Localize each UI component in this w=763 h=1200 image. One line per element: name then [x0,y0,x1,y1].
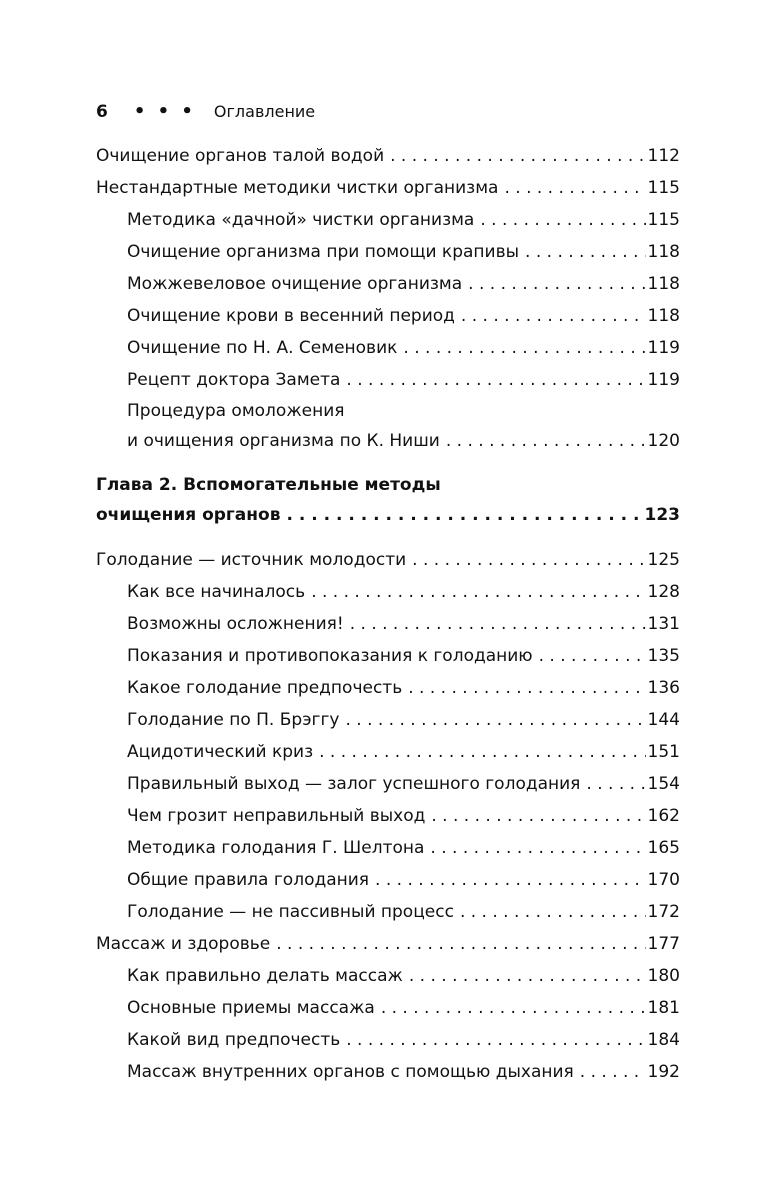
running-head [96,100,696,124]
toc-entry-page: 136 [647,678,680,698]
toc-subentry[interactable] [96,268,680,300]
toc-entry-title: Массаж внутренних органов с помощью дыхания [127,1062,574,1082]
dot-leader [403,332,645,364]
toc-entry[interactable] [96,928,680,960]
toc-subentry[interactable] [96,1024,680,1056]
toc-entry-page: 119 [647,370,680,390]
toc-subentry[interactable] [96,960,680,992]
toc-entry-page: 170 [647,870,680,890]
dot-leader [311,576,645,608]
toc-entry-page: 180 [647,966,680,986]
toc-entry-title: Как все начиналось [127,582,306,602]
dot-leader [345,704,645,736]
dot-leader [409,960,646,992]
dot-leader [586,768,645,800]
dot-leader [580,1056,646,1088]
page-number: 6 [96,102,108,122]
toc-subentry[interactable] [96,992,680,1024]
chapter-title-line2: очищения органов [96,505,281,525]
toc-entry-title: Нестандартные методики чистки организма [96,178,499,198]
toc-entry-title: Чем грозит неправильный выход [127,806,426,826]
toc-subentry[interactable] [96,704,680,736]
toc-entry-title: Голодание — источник молодости [96,550,407,570]
toc-entry-title: Возможны осложнения! [127,614,344,634]
toc-entry-title: Очищение организма при помощи крапивы [127,242,520,262]
chapter-title-line1: Глава 2. Вспомогательные методы [96,475,441,495]
toc-entry-title-line2: и очищения организма по К. Ниши [127,431,440,451]
dot-leader [431,800,645,832]
toc-subentry[interactable] [96,672,680,704]
toc-entry-title: Основные приемы массажа [127,998,375,1018]
toc-entry-page: 118 [647,306,680,326]
toc-subentry[interactable] [96,640,680,672]
dot-leader [346,364,645,396]
toc-entry-title: Голодание по П. Брэггу [127,710,340,730]
dot-leader [504,172,645,204]
dot-leader [468,268,645,300]
dot-leader [276,928,645,960]
toc-entry-title: Общие правила голодания [127,870,370,890]
toc-entry-page: 115 [647,178,680,198]
toc-subentry[interactable] [96,736,680,768]
toc-entry-page: 172 [647,902,680,922]
toc-subentry[interactable] [96,1056,680,1088]
toc-entry-page: 119 [647,338,680,358]
toc-entry-title: Голодание — не пассивный процесс [127,902,454,922]
toc-entry-page: 120 [647,431,680,451]
toc-entry-page: 128 [647,582,680,602]
dot-leader [412,544,645,576]
toc-entry-page: 151 [647,742,680,762]
toc-entry[interactable] [96,544,680,576]
toc-entry-title: Какое голодание предпочесть [127,678,403,698]
toc-entry-page: 184 [647,1030,680,1050]
toc-entry[interactable] [96,140,680,172]
toc-subentry[interactable] [96,608,680,640]
toc-entry-title: Показания и противопоказания к голоданию [127,646,533,666]
toc-subentry[interactable] [96,576,680,608]
toc-entry-title: Очищение крови в весенний период [127,306,455,326]
toc-entry-page: 144 [647,710,680,730]
toc-entry-page: 118 [647,242,680,262]
separator-dots: • • • [133,101,196,122]
toc-subentry[interactable] [96,864,680,896]
toc-entry-title: Очищение органов талой водой [96,146,385,166]
section-title: Оглавление [213,102,316,121]
toc-chapter-heading[interactable] [96,470,680,530]
dot-leader [539,640,646,672]
toc-entry-title: Можжевеловое очищение организма [127,274,463,294]
toc-entry-page: 112 [647,146,680,166]
toc-entry-page: 181 [647,998,680,1018]
dot-leader [461,300,646,332]
toc-entry-title: Правильный выход — залог успешного голодания [127,774,581,794]
dot-leader [390,140,645,172]
toc-subentry[interactable] [96,768,680,800]
dot-leader [525,236,646,268]
toc-entry-title: Какой вид предпочесть [127,1030,341,1050]
toc-entry-title: Как правильно делать массаж [127,966,403,986]
dot-leader [286,500,642,530]
toc-subentry[interactable] [96,300,680,332]
dot-leader [346,1024,645,1056]
dot-leader [430,832,645,864]
toc-entry-page: 192 [647,1062,680,1082]
toc-entry-page: 118 [647,274,680,294]
dot-leader [460,896,646,928]
dot-leader [319,736,645,768]
dot-leader [408,672,645,704]
toc-entry-page: 154 [647,774,680,794]
toc-subentry[interactable] [96,800,680,832]
toc-entry-title: Массаж и здоровье [96,934,271,954]
dot-leader [480,204,645,236]
toc-subentry[interactable] [96,832,680,864]
toc-subentry[interactable] [96,332,680,364]
dot-leader [381,992,646,1024]
dot-leader [375,864,646,896]
dot-leader [350,608,646,640]
toc-entry[interactable] [96,172,680,204]
toc-entry-page: 115 [647,210,680,230]
toc-entry-title: Рецепт доктора Замета [127,370,341,390]
toc-entry-title: Методика «дачной» чистки организма [127,210,475,230]
toc-subentry-multiline[interactable] [96,396,680,456]
toc-entry-title-line1: Процедура омоложения [127,401,345,421]
toc-entry-page: 135 [647,646,680,666]
toc-entry-page: 162 [647,806,680,826]
toc-subentry[interactable] [96,236,680,268]
toc-entry-page: 125 [647,550,680,570]
toc-subentry[interactable] [96,364,680,396]
table-of-contents [96,140,680,1088]
toc-entry-title: Методика голодания Г. Шелтона [127,838,425,858]
toc-entry-page: 165 [647,838,680,858]
toc-entry-title: Очищение по Н. А. Семеновик [127,338,398,358]
toc-subentry[interactable] [96,204,680,236]
dot-leader [446,426,646,456]
toc-subentry[interactable] [96,896,680,928]
toc-entry-page: 177 [647,934,680,954]
toc-entry-page: 123 [644,505,680,525]
toc-entry-title: Ацидотический криз [127,742,314,762]
toc-entry-page: 131 [647,614,680,634]
